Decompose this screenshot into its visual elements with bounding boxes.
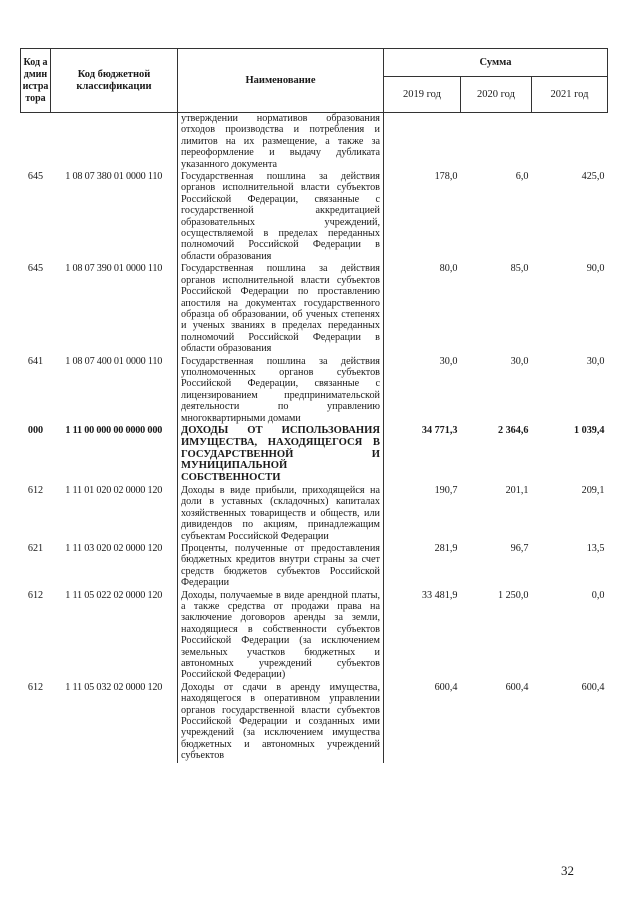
row-value-2020 xyxy=(461,113,532,172)
row-value-2020: 600,4 xyxy=(505,681,529,693)
row-value-2020: 2 364,6 xyxy=(497,424,529,436)
table-row xyxy=(21,171,608,263)
table-row xyxy=(21,485,608,543)
row-value-2021: 425,0 xyxy=(581,171,605,183)
row-name: Доходы в виде прибыли, приходящейся на доли в уставных (складочных) капиталах хозяйственных товариществ и обществ, или дивидендов по акциям, принадлежащим субъектам Российской Федерации xyxy=(178,485,384,543)
row-name: Проценты, полученные от предоставления бюджетных кредитов внутри страны за счет средств бюджетов субъектов Российской Федерации xyxy=(178,543,384,590)
row-name: утверждении нормативов образования отходов производства и потребления и лимитов на их размещение, а также за переоформление и выдачу дубликата указанного документа xyxy=(178,113,384,172)
row-value-2020: 1 250,0 xyxy=(497,589,529,601)
row-value-2021: 209,1 xyxy=(581,484,605,496)
page-number: 32 xyxy=(561,863,574,878)
row-value-2019: 34 771,3 xyxy=(421,424,458,436)
row-budget-code: 1 11 05 022 02 0000 120 xyxy=(65,589,163,601)
row-admin-code: 641 xyxy=(27,355,44,367)
row-value-2019: 178,0 xyxy=(434,171,458,183)
table-row xyxy=(21,263,608,355)
row-admin-code: 612 xyxy=(27,589,44,601)
row-admin-code: 621 xyxy=(27,542,44,554)
row-value-2020: 6,0 xyxy=(515,171,529,183)
header-budget-code: Код бюджетной классификации xyxy=(51,49,178,113)
row-value-2021: 1 039,4 xyxy=(573,424,605,436)
row-budget-code xyxy=(51,113,178,172)
row-value-2019: 190,7 xyxy=(434,484,458,496)
row-value-2019: 281,9 xyxy=(434,542,458,554)
row-value-2021 xyxy=(532,113,608,172)
row-budget-code: 1 11 05 032 02 0000 120 xyxy=(65,681,163,693)
table-header xyxy=(21,49,608,113)
row-budget-code: 1 08 07 380 01 0000 110 xyxy=(65,171,163,183)
row-value-2019: 80,0 xyxy=(439,263,458,275)
row-value-2019: 33 481,9 xyxy=(421,589,458,601)
table-row xyxy=(21,543,608,590)
row-value-2021: 600,4 xyxy=(581,681,605,693)
row-value-2020: 30,0 xyxy=(510,355,529,367)
row-name: Государственная пошлина за действия органов исполнительной власти субъектов Российской Федерации, связанные с государственной аккредитацией образовательных учреждений, осуществляемой в пределах переданных полномочий Российской Федерации в области образования xyxy=(178,171,384,263)
row-value-2021: 30,0 xyxy=(586,355,605,367)
row-value-2021: 0,0 xyxy=(591,589,605,601)
row-budget-code: 1 11 01 020 02 0000 120 xyxy=(65,484,163,496)
budget-table xyxy=(20,48,608,763)
row-name: Государственная пошлина за действия органов исполнительной власти субъектов Российской Федерации по проставлению апостиля на документах государственного образца об образовании, об ученых степенях и ученых званиях в пределах переданных полномочий Российской Федерации в области образования xyxy=(178,263,384,355)
row-value-2019: 600,4 xyxy=(434,681,458,693)
header-2019: 2019 год xyxy=(384,77,461,113)
table-body xyxy=(21,113,608,763)
row-value-2020: 85,0 xyxy=(510,263,529,275)
row-name: Доходы, получаемые в виде арендной платы, а также средства от продажи права на заключение договоров аренды за земли, находящиеся в собственности субъектов Российской Федерации (за исключением земельных участков бюджетных и автономных учреждений субъектов Российской Федерации) xyxy=(178,590,384,682)
row-value-2019: 30,0 xyxy=(439,355,458,367)
header-2021: 2021 год xyxy=(532,77,608,113)
row-admin-code: 612 xyxy=(27,484,44,496)
row-budget-code: 1 11 03 020 02 0000 120 xyxy=(65,542,163,554)
row-name: ДОХОДЫ ОТ ИСПОЛЬЗОВАНИЯ ИМУЩЕСТВА, НАХОДЯЩЕГОСЯ В ГОСУДАРСТВЕННОЙ И МУНИЦИПАЛЬНОЙ СОБСТВЕННОСТИ xyxy=(178,425,384,485)
row-name: Доходы от сдачи в аренду имущества, находящегося в оперативном управлении органов государственной власти субъектов Российской Федерации и созданных ими учреждений (за исключением имущества бюджетных и автономных учреждений субъектов xyxy=(178,682,384,763)
row-name: Государственная пошлина за действия уполномоченных органов субъектов Российской Федерации, связанные с лицензированием предпринимательской деятельности по управлению многоквартирными домами xyxy=(178,356,384,425)
row-admin-code: 000 xyxy=(27,424,44,436)
row-value-2021: 13,5 xyxy=(586,542,605,554)
table-row-section xyxy=(21,425,608,485)
header-sum: Сумма xyxy=(384,49,608,77)
row-value-2019 xyxy=(384,113,461,172)
row-admin-code: 645 xyxy=(27,171,44,183)
table-row xyxy=(21,113,608,172)
header-admin-code: Код администратора xyxy=(21,49,51,113)
header-2020: 2020 год xyxy=(461,77,532,113)
table-row xyxy=(21,682,608,763)
row-admin-code: 612 xyxy=(27,681,44,693)
header-name: Наименование xyxy=(178,49,384,113)
table-row xyxy=(21,356,608,425)
row-budget-code: 1 11 00 000 00 0000 000 xyxy=(65,424,163,436)
row-value-2021: 90,0 xyxy=(586,263,605,275)
row-admin-code: 645 xyxy=(27,263,44,275)
row-budget-code: 1 08 07 400 01 0000 110 xyxy=(65,355,163,367)
row-value-2020: 96,7 xyxy=(510,542,529,554)
row-budget-code: 1 08 07 390 01 0000 110 xyxy=(65,263,163,275)
table-row xyxy=(21,590,608,682)
row-value-2020: 201,1 xyxy=(505,484,529,496)
row-admin-code xyxy=(21,113,51,172)
